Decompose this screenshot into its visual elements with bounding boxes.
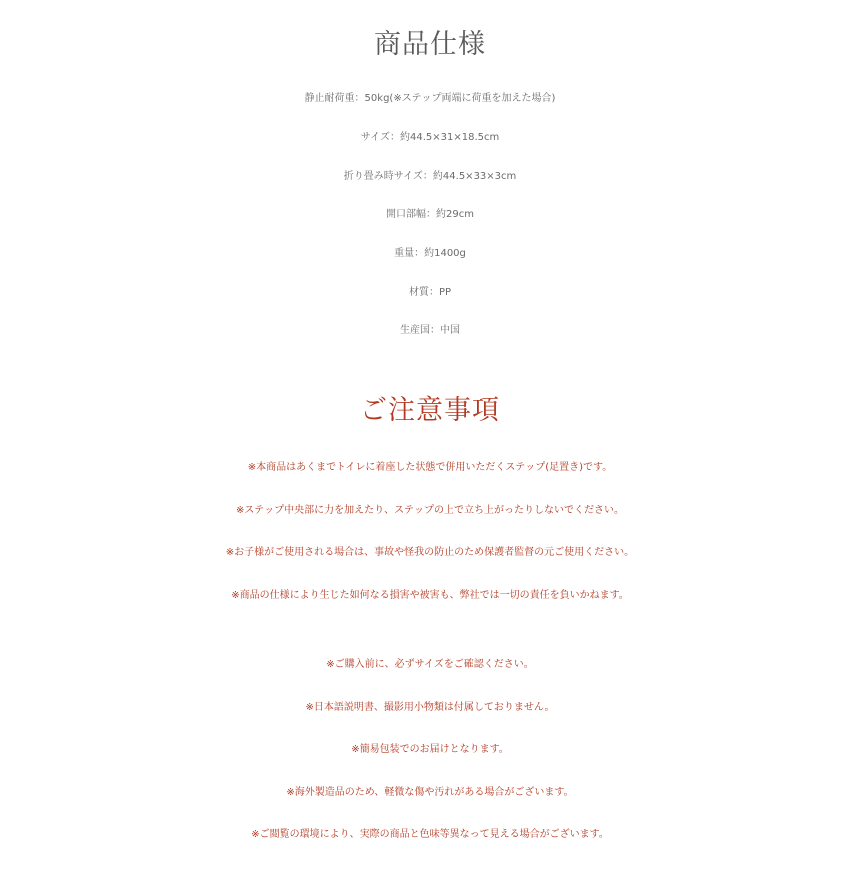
- note-line: ※お子様がご使用される場合は、事故や怪我の防止のため保護者監督の元ご使用ください。: [225, 547, 635, 558]
- spec-load-capacity: 静止耐荷重：50kg(※ステップ両端に荷重を加えた場合): [304, 93, 556, 104]
- note-line: ※ご購入前に、必ずサイズをご確認ください。: [326, 659, 534, 670]
- note-line: ※ご閲覧の環境により、実際の商品と色味等異なって見える場合がございます。: [251, 829, 609, 840]
- note-line: ※海外製造品のため、軽微な傷や汚れがある場合がございます。: [286, 787, 574, 798]
- note-line: ※商品の仕様により生じた如何なる損害や被害も、弊社では一切の責任を負いかねます。: [231, 590, 629, 601]
- spec-folded-size: 折り畳み時サイズ：約44.5×33×3cm: [343, 171, 517, 182]
- spec-weight: 重量：約1400g: [394, 248, 466, 259]
- note-line: ※本商品はあくまでトイレに着座した状態で併用いただくステップ(足置き)です。: [247, 462, 613, 473]
- spec-opening-width: 開口部幅：約29cm: [386, 209, 474, 220]
- spec-material: 材質：PP: [408, 287, 452, 298]
- spec-title: 商品仕様: [374, 29, 486, 60]
- spec-country: 生産国：中国: [400, 325, 460, 336]
- note-line: ※簡易包装でのお届けとなります。: [351, 744, 509, 755]
- spec-size: サイズ：約44.5×31×18.5cm: [360, 132, 500, 143]
- note-line: ※日本語説明書、撮影用小物類は付属しておりません。: [305, 702, 555, 713]
- note-line: ※ステップ中央部に力を加えたり、ステップの上で立ち上がったりしないでください。: [236, 505, 624, 516]
- notes-title: ご注意事項: [360, 395, 500, 426]
